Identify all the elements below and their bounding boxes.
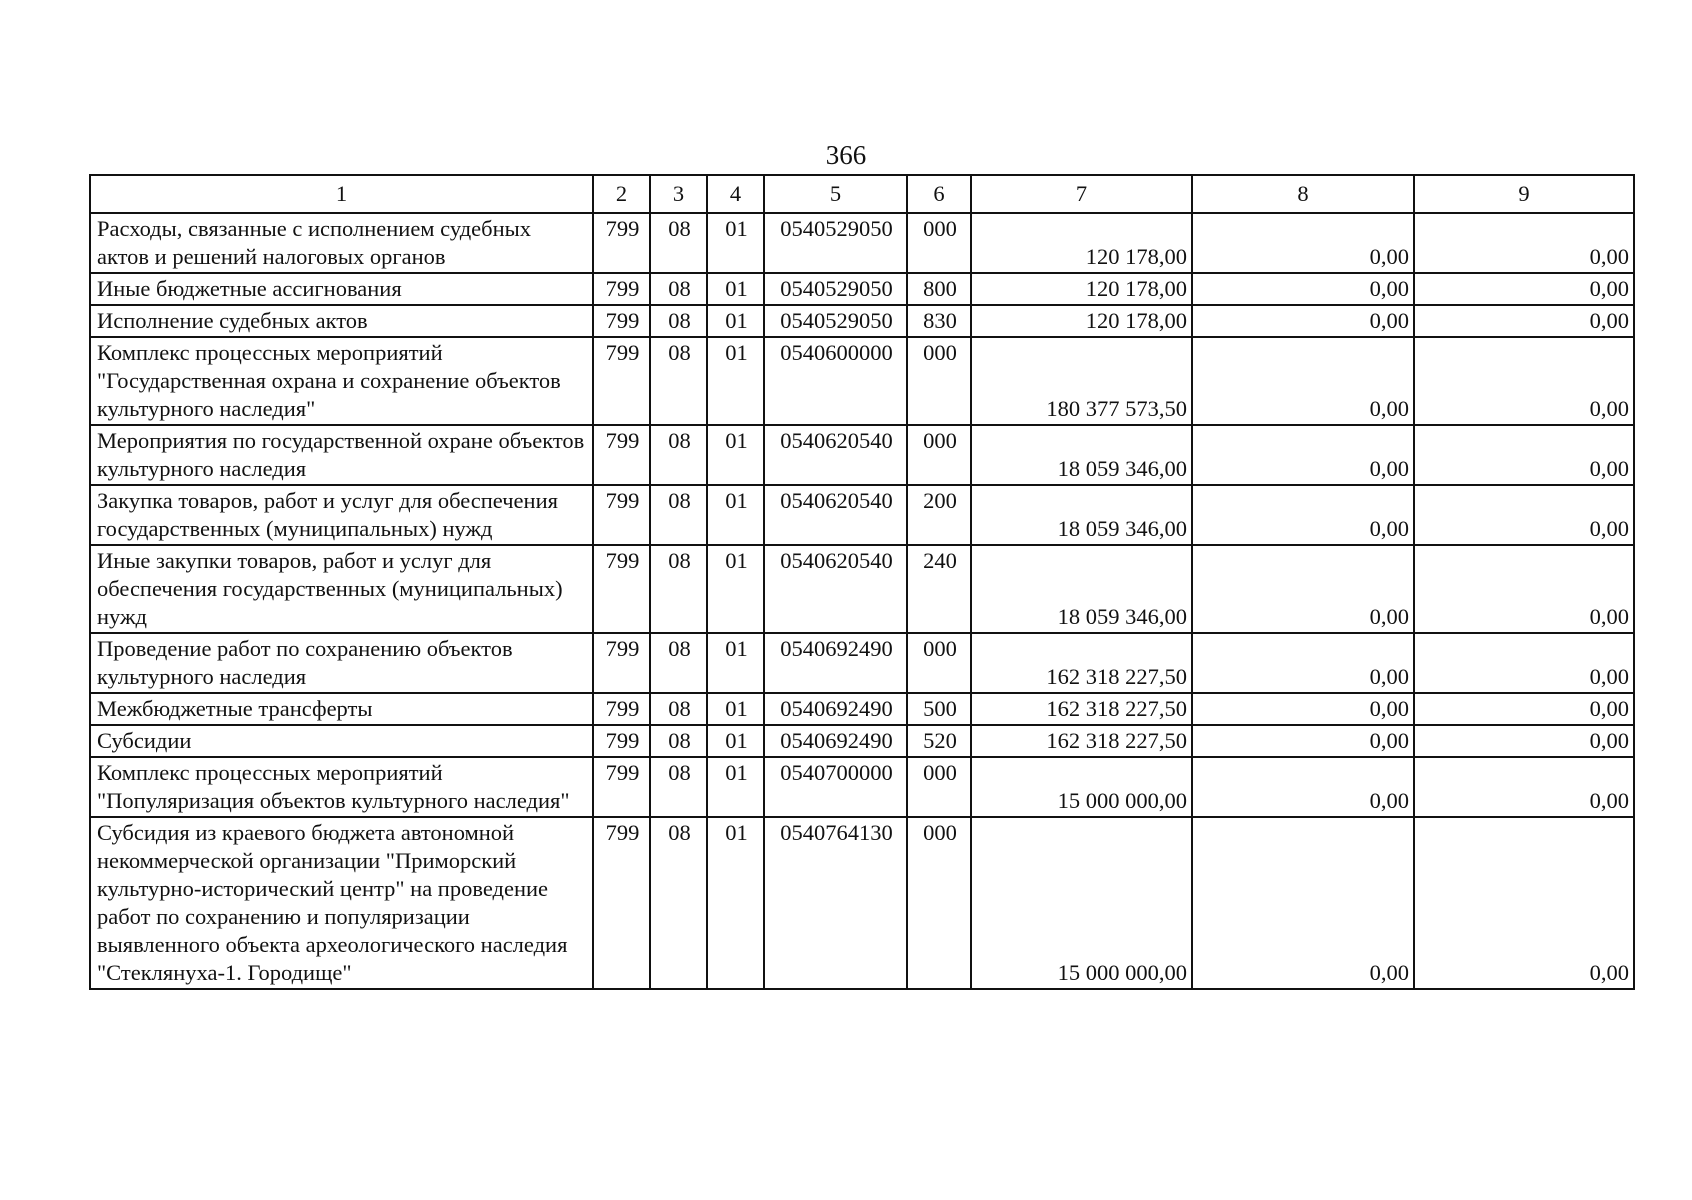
amount-cell: 0,00	[1192, 213, 1414, 273]
expense-name-cell: Иные бюджетные ассигнования	[90, 273, 593, 305]
expense-type-cell: 240	[907, 545, 971, 633]
amount-cell: 0,00	[1192, 273, 1414, 305]
ministry-code-cell: 799	[593, 757, 650, 817]
amount-cell: 162 318 227,50	[971, 633, 1192, 693]
target-article-cell: 0540620540	[764, 545, 907, 633]
target-article-cell: 0540620540	[764, 425, 907, 485]
target-article-cell: 0540692490	[764, 693, 907, 725]
expense-name-cell: Мероприятия по государственной охране объектов культурного наследия	[90, 425, 593, 485]
section-code-cell: 08	[650, 337, 707, 425]
expense-name-cell: Комплекс процессных мероприятий "Государственная охрана и сохранение объектов культурного наследия"	[90, 337, 593, 425]
amount-cell: 0,00	[1192, 817, 1414, 989]
column-header: 7	[971, 175, 1192, 213]
amount-cell: 15 000 000,00	[971, 817, 1192, 989]
expense-name-cell: Субсидия из краевого бюджета автономной некоммерческой организации "Приморский культурно-исторический центр" на проведение работ по сохранению и популяризации выявленного объекта археологического наследия "Стеклянуха-1. Городище"	[90, 817, 593, 989]
ministry-code-cell: 799	[593, 305, 650, 337]
expense-name-cell: Проведение работ по сохранению объектов культурного наследия	[90, 633, 593, 693]
amount-cell: 15 000 000,00	[971, 757, 1192, 817]
subsection-code-cell: 01	[707, 425, 764, 485]
ministry-code-cell: 799	[593, 213, 650, 273]
expense-name-cell: Субсидии	[90, 725, 593, 757]
table-row	[90, 485, 1634, 545]
table-row	[90, 817, 1634, 989]
header-row	[90, 175, 1634, 213]
expense-type-cell: 520	[907, 725, 971, 757]
amount-cell: 0,00	[1414, 337, 1634, 425]
page-number: 366	[825, 140, 867, 170]
expense-type-cell: 000	[907, 757, 971, 817]
column-header: 9	[1414, 175, 1634, 213]
expense-name-cell: Закупка товаров, работ и услуг для обеспечения государственных (муниципальных) нужд	[90, 485, 593, 545]
amount-cell: 0,00	[1414, 545, 1634, 633]
subsection-code-cell: 01	[707, 725, 764, 757]
amount-cell: 120 178,00	[971, 305, 1192, 337]
amount-cell: 18 059 346,00	[971, 545, 1192, 633]
subsection-code-cell: 01	[707, 337, 764, 425]
amount-cell: 180 377 573,50	[971, 337, 1192, 425]
column-header: 2	[593, 175, 650, 213]
subsection-code-cell: 01	[707, 305, 764, 337]
section-code-cell: 08	[650, 633, 707, 693]
table-row	[90, 305, 1634, 337]
expense-name-cell: Комплекс процессных мероприятий "Популяризация объектов культурного наследия"	[90, 757, 593, 817]
subsection-code-cell: 01	[707, 757, 764, 817]
subsection-code-cell: 01	[707, 817, 764, 989]
expense-name-cell: Исполнение судебных актов	[90, 305, 593, 337]
amount-cell: 18 059 346,00	[971, 485, 1192, 545]
amount-cell: 0,00	[1192, 545, 1414, 633]
ministry-code-cell: 799	[593, 485, 650, 545]
target-article-cell: 0540529050	[764, 273, 907, 305]
table-row	[90, 633, 1634, 693]
ministry-code-cell: 799	[593, 425, 650, 485]
amount-cell: 18 059 346,00	[971, 425, 1192, 485]
expense-type-cell: 800	[907, 273, 971, 305]
column-header: 3	[650, 175, 707, 213]
amount-cell: 0,00	[1414, 725, 1634, 757]
ministry-code-cell: 799	[593, 273, 650, 305]
section-code-cell: 08	[650, 693, 707, 725]
target-article-cell: 0540529050	[764, 213, 907, 273]
amount-cell: 0,00	[1192, 337, 1414, 425]
amount-cell: 0,00	[1414, 305, 1634, 337]
table-row	[90, 693, 1634, 725]
amount-cell: 0,00	[1192, 693, 1414, 725]
amount-cell: 162 318 227,50	[971, 693, 1192, 725]
budget-table	[89, 174, 1635, 990]
expense-type-cell: 000	[907, 425, 971, 485]
amount-cell: 120 178,00	[971, 273, 1192, 305]
ministry-code-cell: 799	[593, 693, 650, 725]
ministry-code-cell: 799	[593, 817, 650, 989]
expense-type-cell: 000	[907, 633, 971, 693]
subsection-code-cell: 01	[707, 485, 764, 545]
subsection-code-cell: 01	[707, 273, 764, 305]
section-code-cell: 08	[650, 545, 707, 633]
amount-cell: 0,00	[1414, 817, 1634, 989]
table-row	[90, 545, 1634, 633]
amount-cell: 162 318 227,50	[971, 725, 1192, 757]
column-header: 4	[707, 175, 764, 213]
table-row	[90, 337, 1634, 425]
section-code-cell: 08	[650, 757, 707, 817]
target-article-cell: 0540620540	[764, 485, 907, 545]
expense-name-cell: Иные закупки товаров, работ и услуг для обеспечения государственных (муниципальных) нужд	[90, 545, 593, 633]
column-header: 5	[764, 175, 907, 213]
column-header: 1	[90, 175, 593, 213]
amount-cell: 0,00	[1192, 633, 1414, 693]
target-article-cell: 0540600000	[764, 337, 907, 425]
column-header: 8	[1192, 175, 1414, 213]
amount-cell: 0,00	[1414, 425, 1634, 485]
amount-cell: 0,00	[1414, 757, 1634, 817]
section-code-cell: 08	[650, 485, 707, 545]
expense-type-cell: 000	[907, 213, 971, 273]
expense-name-cell: Расходы, связанные с исполнением судебных актов и решений налоговых органов	[90, 213, 593, 273]
section-code-cell: 08	[650, 305, 707, 337]
amount-cell: 0,00	[1192, 425, 1414, 485]
amount-cell: 0,00	[1414, 693, 1634, 725]
amount-cell: 0,00	[1414, 273, 1634, 305]
target-article-cell: 0540692490	[764, 633, 907, 693]
expense-name-cell: Межбюджетные трансферты	[90, 693, 593, 725]
ministry-code-cell: 799	[593, 337, 650, 425]
target-article-cell: 0540764130	[764, 817, 907, 989]
amount-cell: 0,00	[1414, 633, 1634, 693]
subsection-code-cell: 01	[707, 693, 764, 725]
amount-cell: 0,00	[1192, 485, 1414, 545]
section-code-cell: 08	[650, 817, 707, 989]
table-row	[90, 725, 1634, 757]
amount-cell: 0,00	[1192, 725, 1414, 757]
amount-cell: 0,00	[1414, 213, 1634, 273]
amount-cell: 120 178,00	[971, 213, 1192, 273]
ministry-code-cell: 799	[593, 725, 650, 757]
table-row	[90, 273, 1634, 305]
amount-cell: 0,00	[1192, 305, 1414, 337]
expense-type-cell: 000	[907, 817, 971, 989]
subsection-code-cell: 01	[707, 633, 764, 693]
expense-type-cell: 000	[907, 337, 971, 425]
ministry-code-cell: 799	[593, 633, 650, 693]
subsection-code-cell: 01	[707, 545, 764, 633]
table-row	[90, 757, 1634, 817]
section-code-cell: 08	[650, 273, 707, 305]
target-article-cell: 0540700000	[764, 757, 907, 817]
column-header: 6	[907, 175, 971, 213]
expense-type-cell: 500	[907, 693, 971, 725]
table-row	[90, 213, 1634, 273]
target-article-cell: 0540692490	[764, 725, 907, 757]
section-code-cell: 08	[650, 213, 707, 273]
expense-type-cell: 830	[907, 305, 971, 337]
table-row	[90, 425, 1634, 485]
target-article-cell: 0540529050	[764, 305, 907, 337]
amount-cell: 0,00	[1192, 757, 1414, 817]
amount-cell: 0,00	[1414, 485, 1634, 545]
expense-type-cell: 200	[907, 485, 971, 545]
ministry-code-cell: 799	[593, 545, 650, 633]
section-code-cell: 08	[650, 725, 707, 757]
section-code-cell: 08	[650, 425, 707, 485]
subsection-code-cell: 01	[707, 213, 764, 273]
